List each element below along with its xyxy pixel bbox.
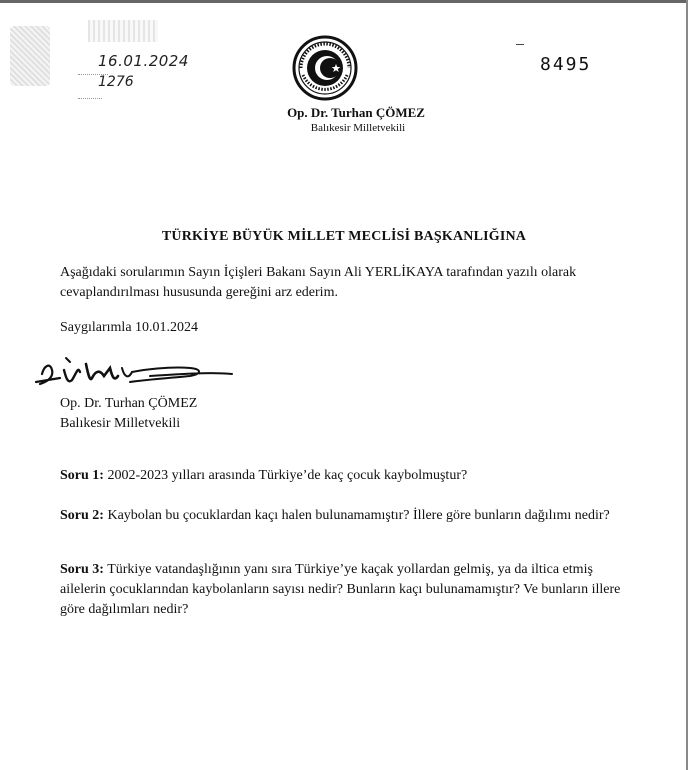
letterhead xyxy=(0,105,688,134)
signer-region: Balıkesir Milletvekili xyxy=(60,416,181,431)
intro-paragraph: Aşağıdaki sorularımın Sayın İçişleri Bakanı Sayın Ali YERLİKAYA tarafından yazılı olarak cevaplandırılması hususunda gereğini arz ederim. xyxy=(60,265,577,300)
stamp-date: 16.01.2024 xyxy=(98,52,189,70)
question-label: Soru 2: xyxy=(60,508,104,523)
tbmm-emblem-icon xyxy=(292,35,358,101)
signer-block xyxy=(60,394,640,434)
question-text: 2002-2023 yılları arasında Türkiye’de kaç çocuk kaybolmuştur? xyxy=(103,468,468,483)
document-number: 8495 xyxy=(540,54,592,75)
stamp-mark xyxy=(10,26,50,86)
closing-line: Saygılarımla 10.01.2024 xyxy=(60,320,199,335)
document-heading: TÜRKİYE BÜYÜK MİLLET MECLİSİ BAŞKANLIĞINA xyxy=(161,229,527,244)
stamp-mark xyxy=(88,20,158,42)
author-region: Balıkesir Milletvekili xyxy=(310,122,406,134)
question-2 xyxy=(60,506,640,526)
stamp-line xyxy=(78,98,102,99)
question-text: Kaybolan bu çocuklardan kaçı halen bulunamamıştır? İllere göre bunların dağılımı nedir? xyxy=(103,508,610,523)
dash-mark xyxy=(516,44,524,45)
question-3 xyxy=(60,560,640,620)
stamp-number: 1276 xyxy=(98,74,134,90)
scan-border-top xyxy=(0,0,688,3)
question-text: Türkiye vatandaşlığının yanı sıra Türkiye’ye kaçak yollardan gelmiş, ya da iltica etmiş ailelerin çocuklarından kaybolanların sayısı nedir? Bunların kaçı bulunamamıştır? Ve bunların illere göre dağılımları nedir? xyxy=(60,562,621,617)
signature-image xyxy=(30,352,240,400)
question-label: Soru 3: xyxy=(60,562,104,577)
question-label: Soru 1: xyxy=(60,468,104,483)
signer-name: Op. Dr. Turhan ÇÖMEZ xyxy=(60,396,198,411)
question-1 xyxy=(60,466,640,486)
author-name: Op. Dr. Turhan ÇÖMEZ xyxy=(287,105,425,120)
